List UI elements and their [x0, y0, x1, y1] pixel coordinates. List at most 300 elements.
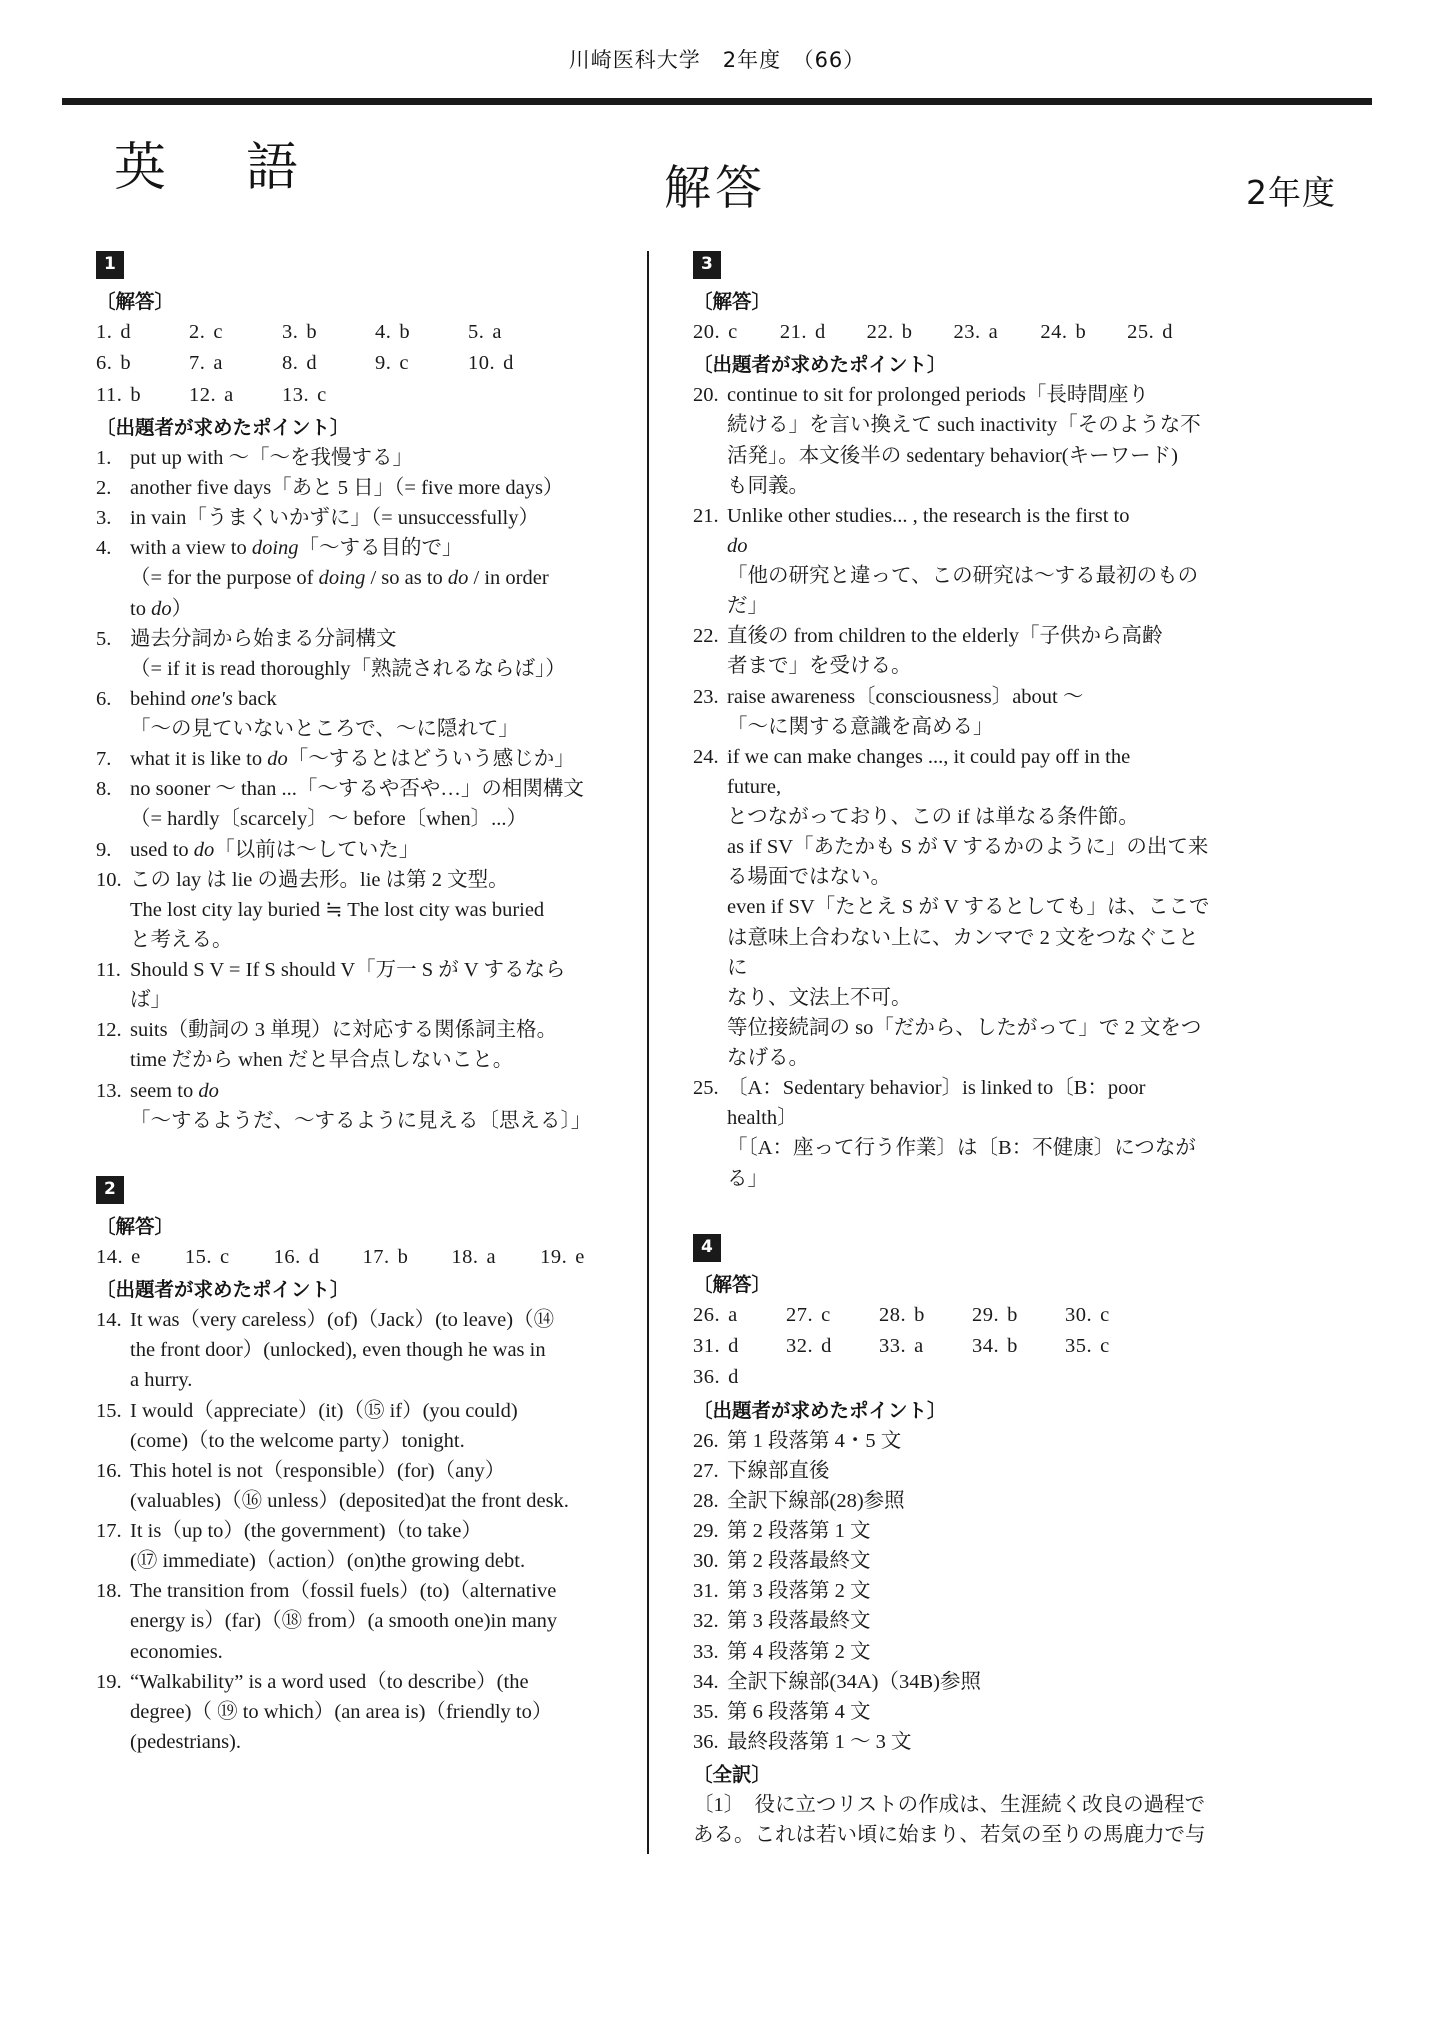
- answer-cell: [1065, 1300, 1158, 1330]
- answer-value: a: [213, 352, 223, 375]
- section-badge-3: 3: [693, 251, 721, 279]
- translation-header: 〔全訳〕: [693, 1763, 772, 1787]
- answer-row: [693, 317, 1214, 347]
- point-text-part: （= for the purpose of: [130, 567, 319, 590]
- answer-value: e: [131, 1245, 141, 1268]
- answer-cell: [282, 317, 375, 347]
- point-text-part: / in order: [468, 567, 549, 590]
- point-continuation: health〕: [727, 1107, 798, 1130]
- point-text: This hotel is not（responsible）(for)（any）: [130, 1459, 506, 1482]
- point-number: 27.: [693, 1459, 719, 1482]
- point-text: suits（動詞の 3 単現）に対応する関係詞主格。: [130, 1019, 558, 1042]
- section-1: [96, 251, 629, 1136]
- point-number: 5.: [96, 627, 112, 650]
- answer-number: 16.: [273, 1245, 301, 1268]
- answer-value: b: [130, 383, 141, 406]
- answer-number: 11.: [96, 383, 123, 406]
- point-continuation: 「〜に関する意識を高める」: [727, 715, 994, 738]
- point-continuation: なげる。: [727, 1047, 809, 1070]
- point-item: [96, 533, 629, 563]
- point-continuation: (⑰ immediate)（action）(on)the growing debt.: [130, 1550, 526, 1573]
- section-badge-1: 1: [96, 251, 124, 279]
- point-text: It was（very careless）(of)（Jack）(to leave)（⑭: [130, 1309, 555, 1332]
- answer-value: d: [306, 352, 317, 375]
- answer-cell: [96, 380, 189, 410]
- point-number: 13.: [96, 1079, 122, 1102]
- answer-number: 18.: [451, 1245, 479, 1268]
- point-number: 3.: [96, 507, 112, 530]
- section-2: [96, 1176, 629, 1757]
- point-continuation: なり、文法上不可。: [727, 986, 912, 1009]
- point-number: 11.: [96, 959, 121, 982]
- point-item: [693, 1576, 1214, 1606]
- point-item: [96, 1576, 629, 1606]
- point-number: 4.: [96, 537, 112, 560]
- answer-value: b: [1007, 1335, 1018, 1358]
- answer-number: 3.: [282, 321, 299, 343]
- answer-value: b: [397, 1245, 408, 1268]
- point-continuation: (come)（to the welcome party）tonight.: [130, 1429, 465, 1452]
- point-continuation: future,: [727, 775, 782, 798]
- point-text: “Walkability” is a word used（to describe）(the: [130, 1670, 529, 1693]
- point-number: 16.: [96, 1459, 122, 1482]
- answer-value: d: [503, 352, 514, 375]
- point-text: 第 2 段落第 1 文: [727, 1520, 871, 1543]
- answer-value: d: [1162, 321, 1173, 343]
- answer-number: 27.: [786, 1303, 814, 1326]
- point-item: [96, 1667, 629, 1697]
- answer-value: a: [492, 321, 502, 343]
- point-item: [693, 1426, 1214, 1456]
- answers-header-1: 〔解答〕: [96, 290, 175, 313]
- point-continuation: も同義。: [727, 474, 809, 497]
- answer-value: e: [575, 1245, 585, 1268]
- answer-value: b: [914, 1303, 925, 1326]
- point-item: [693, 1637, 1214, 1667]
- point-text-part: with a view to: [130, 537, 252, 560]
- answer-cell: [96, 317, 189, 347]
- point-continuation: degree)（ ⑲ to which）(an area is)（friendly to）: [130, 1700, 553, 1723]
- left-column: [62, 251, 647, 1854]
- answer-number: 12.: [189, 383, 217, 406]
- content-columns: [62, 251, 1372, 1854]
- answer-number: 13.: [282, 383, 310, 406]
- point-item: [96, 865, 629, 895]
- point-continuation: as if SV「あたかも S が V するかのように」の出て来: [727, 836, 1209, 859]
- point-number: 1.: [96, 446, 112, 469]
- point-continuation: (valuables)（⑯ unless）(deposited)at the front desk.: [130, 1489, 569, 1512]
- point-continuation: time だから when だと早合点しないこと。: [130, 1049, 514, 1072]
- point-text: [130, 533, 629, 563]
- point-text: 第 6 段落第 4 文: [727, 1700, 871, 1723]
- point-number: 25.: [693, 1077, 719, 1100]
- point-number: 20.: [693, 384, 719, 407]
- point-text: この lay は lie の過去形。lie は第 2 文型。: [130, 868, 509, 891]
- answer-number: 1.: [96, 321, 113, 343]
- point-text: I would（appreciate）(it)（⑮ if）(you could): [130, 1399, 518, 1422]
- answer-cell: [786, 1300, 879, 1330]
- point-item: [96, 835, 629, 865]
- point-item: [96, 1305, 629, 1335]
- answer-value: b: [306, 321, 317, 343]
- point-continuation: 活発」。本文後半の sedentary behavior(キーワード): [727, 444, 1178, 467]
- answer-cell: [189, 380, 282, 410]
- answer-number: 26.: [693, 1303, 721, 1326]
- point-number: 29.: [693, 1520, 719, 1543]
- answer-cell: [1127, 317, 1214, 347]
- point-text: continue to sit for prolonged periods「長時間座り: [727, 384, 1149, 407]
- answer-cell: [879, 1331, 972, 1361]
- point-text: It is（up to）(the government)（to take）: [130, 1520, 482, 1543]
- point-continuation: economies.: [130, 1640, 223, 1663]
- point-continuation: 等位接続詞の so「だから、したがって」で 2 文をつ: [727, 1016, 1202, 1039]
- point-text: if we can make changes ..., it could pay off in the: [727, 745, 1131, 768]
- answer-cell: [1040, 317, 1127, 347]
- point-item: [693, 621, 1214, 651]
- point-text: 下線部直後: [727, 1459, 830, 1482]
- answer-value: d: [814, 321, 826, 343]
- answer-row: [693, 1331, 1214, 1361]
- answer-cell: [282, 348, 375, 378]
- point-text: 全訳下線部(28)参照: [727, 1489, 905, 1512]
- answer-number: 22.: [866, 321, 894, 343]
- answer-cell: [282, 380, 375, 410]
- point-item: [96, 473, 629, 503]
- answer-cell: [786, 1331, 879, 1361]
- answer-number: 32.: [786, 1335, 814, 1358]
- point-continuation: 「他の研究と違って、この研究は〜する最初のものだ」: [727, 565, 1199, 618]
- point-text-part: 「〜するとはどういう感じか」: [287, 748, 575, 771]
- point-number: 10.: [96, 868, 122, 891]
- answer-cell: [693, 317, 780, 347]
- point-text-part: what it is like to: [130, 748, 268, 771]
- point-item: [693, 1546, 1214, 1576]
- year-label: 2年度: [1246, 173, 1336, 212]
- points-header-3: 〔出題者が求めたポイント〕: [693, 353, 947, 377]
- answer-cell: [189, 317, 282, 347]
- point-continuation: る場面ではない。: [727, 866, 891, 889]
- answer-value: a: [988, 321, 998, 343]
- point-number: 9.: [96, 838, 112, 861]
- point-text: no sooner 〜 than ...「〜するや否や…」の相関構文: [130, 778, 584, 801]
- point-text: Unlike other studies... , the research is the first to: [727, 504, 1130, 527]
- point-item: [96, 1076, 629, 1106]
- point-text-italic: doing: [318, 567, 366, 590]
- answer-cell: [693, 1300, 786, 1330]
- point-number: 19.: [96, 1670, 122, 1693]
- point-number: 33.: [693, 1640, 719, 1663]
- answer-value: c: [317, 383, 327, 406]
- answer-row: [96, 348, 629, 378]
- point-text: 直後の from children to the elderly「子供から高齢: [727, 625, 1163, 648]
- point-text-part: / so as to: [365, 567, 448, 590]
- point-text-part: back: [232, 687, 277, 710]
- answer-number: 8.: [282, 352, 299, 375]
- answer-number: 5.: [468, 321, 485, 343]
- point-item: [693, 380, 1214, 410]
- point-continuation: 者まで」を受ける。: [727, 655, 912, 678]
- answer-cell: [972, 1300, 1065, 1330]
- point-number: 36.: [693, 1730, 719, 1753]
- point-item: [693, 1073, 1214, 1103]
- answer-cell: [867, 317, 954, 347]
- answer-number: 17.: [362, 1245, 390, 1268]
- point-text: 最終段落第 1 〜 3 文: [727, 1730, 912, 1753]
- point-item: [693, 1516, 1214, 1546]
- answer-value: b: [1007, 1303, 1018, 1326]
- point-number: 31.: [693, 1580, 719, 1603]
- answer-number: 21.: [779, 321, 807, 343]
- answer-row: [96, 380, 629, 410]
- point-continuation: [96, 563, 629, 593]
- answer-cell: [693, 1331, 786, 1361]
- point-continuation: [96, 594, 629, 624]
- point-number: 24.: [693, 745, 719, 768]
- point-item: [96, 955, 629, 985]
- point-text: put up with 〜「〜を我慢する」: [130, 446, 414, 469]
- point-text: another five days「あと 5 日」（= five more days）: [130, 477, 564, 500]
- answers-heading: 解答: [663, 161, 766, 216]
- answer-value: c: [219, 1245, 230, 1268]
- answer-value: b: [399, 321, 410, 343]
- point-item: [693, 682, 1214, 712]
- point-text-italic: do: [151, 597, 172, 620]
- point-number: 28.: [693, 1489, 719, 1512]
- point-number: 35.: [693, 1700, 719, 1723]
- answer-value: a: [728, 1303, 738, 1326]
- point-number: 17.: [96, 1520, 122, 1543]
- points-header-4: 〔出題者が求めたポイント〕: [693, 1398, 947, 1422]
- answer-value: d: [728, 1366, 739, 1389]
- answer-number: 4.: [375, 321, 392, 343]
- point-number: 34.: [693, 1670, 719, 1693]
- point-item: [96, 443, 629, 473]
- point-continuation: 「〔A：座って行う作業〕は〔B：不健康〕につながる」: [727, 1137, 1196, 1190]
- answer-cell: [96, 348, 189, 378]
- point-continuation: even if SV「たとえ S が V するとしても」は、ここで: [727, 896, 1210, 919]
- answer-number: 33.: [879, 1335, 907, 1358]
- answer-value: d: [120, 321, 131, 343]
- answer-value: a: [914, 1335, 924, 1358]
- point-item: [96, 684, 629, 714]
- point-item: [96, 744, 629, 774]
- answer-number: 2.: [189, 321, 206, 343]
- answer-cell: [540, 1242, 629, 1272]
- point-number: 15.: [96, 1399, 122, 1422]
- point-item: [96, 624, 629, 654]
- point-item: [96, 774, 629, 804]
- point-text: 第 3 段落最終文: [727, 1610, 871, 1633]
- answer-number: 20.: [693, 321, 721, 343]
- point-continuation: 「〜の見ていないところで、〜に隠れて」: [130, 718, 519, 741]
- point-text: [130, 1076, 629, 1106]
- answer-number: 15.: [184, 1245, 212, 1268]
- point-text-part: behind: [130, 687, 191, 710]
- running-head: 川崎医科大学 2年度 （66）: [568, 48, 866, 72]
- point-text: [130, 744, 629, 774]
- answer-value: c: [213, 321, 223, 343]
- point-item: [693, 1606, 1214, 1636]
- answer-cell: [468, 317, 561, 347]
- point-item: [96, 1516, 629, 1546]
- point-continuation: （= if it is read thoroughly「熟読されるならば」）: [130, 657, 566, 680]
- answers-header-4: 〔解答〕: [693, 1272, 772, 1296]
- answer-cell: [1065, 1331, 1158, 1361]
- point-text: The transition from（fossil fuels）(to)（alternative: [130, 1580, 557, 1603]
- point-item: [96, 503, 629, 533]
- point-text-italic: do: [198, 1079, 219, 1102]
- point-text: 第 2 段落最終文: [727, 1550, 871, 1573]
- answer-number: 23.: [953, 321, 981, 343]
- point-text: [130, 835, 629, 865]
- point-text: raise awareness〔consciousness〕about 〜: [727, 685, 1084, 708]
- answer-row: [693, 1362, 1214, 1392]
- point-item: [693, 1667, 1214, 1697]
- point-item: [693, 742, 1214, 772]
- point-text-italic: do: [267, 748, 288, 771]
- point-number: 2.: [96, 477, 112, 500]
- answer-value: b: [1075, 321, 1086, 343]
- answer-cell: [780, 317, 867, 347]
- point-text: 第 3 段落第 2 文: [727, 1580, 871, 1603]
- answer-number: 29.: [972, 1303, 1000, 1326]
- point-number: 7.: [96, 748, 112, 771]
- translation-line: ある。これは若い頃に始まり、若気の至りの馬鹿力で与: [693, 1824, 1206, 1847]
- point-text-part: used to: [130, 838, 194, 861]
- answer-value: c: [399, 352, 409, 375]
- point-continuation: 「〜するようだ、〜するように見える〔思える〕」: [130, 1109, 592, 1132]
- point-item: [693, 1697, 1214, 1727]
- section-3: [693, 251, 1214, 1194]
- point-item: [693, 1727, 1214, 1757]
- point-text-italic: do: [727, 534, 748, 557]
- point-text: in vain「うまくいかずに」（= unsuccessfully）: [130, 507, 539, 530]
- point-item: [693, 1456, 1214, 1486]
- point-continuation: The lost city lay buried ≒ The lost city was buried: [130, 898, 545, 921]
- answer-value: d: [728, 1335, 739, 1358]
- point-continuation: 続ける」を言い換えて such inactivity「そのような不: [727, 414, 1201, 437]
- point-number: 18.: [96, 1580, 122, 1603]
- point-text: 過去分詞から始まる分詞構文: [130, 627, 397, 650]
- answer-row: [693, 1300, 1214, 1330]
- answer-number: 25.: [1127, 321, 1155, 343]
- answer-number: 36.: [693, 1366, 721, 1389]
- answer-cell: [96, 1242, 185, 1272]
- header-rule: [62, 98, 1372, 105]
- point-continuation: (pedestrians).: [130, 1730, 241, 1753]
- point-number: 26.: [693, 1429, 719, 1452]
- answer-value: c: [728, 321, 738, 343]
- answer-value: c: [1100, 1335, 1110, 1358]
- point-continuation: energy is）(far)（⑱ from）(a smooth one)in many: [130, 1610, 558, 1633]
- answer-number: 7.: [189, 352, 206, 375]
- answer-cell: [375, 348, 468, 378]
- point-continuation: （= hardly〔scarcely〕〜 before〔when〕...）: [130, 808, 527, 831]
- answer-cell: [274, 1242, 363, 1272]
- point-item: [96, 1015, 629, 1045]
- answer-value: b: [120, 352, 131, 375]
- answer-value: b: [901, 321, 913, 343]
- point-number: 30.: [693, 1550, 719, 1573]
- point-number: 32.: [693, 1610, 719, 1633]
- answer-number: 28.: [879, 1303, 907, 1326]
- answer-value: a: [486, 1245, 496, 1268]
- answer-number: 31.: [693, 1335, 721, 1358]
- answer-value: c: [821, 1303, 831, 1326]
- point-text-italic: doing: [251, 537, 299, 560]
- point-number: 8.: [96, 778, 112, 801]
- point-text: 第 1 段落第 4・5 文: [727, 1429, 902, 1452]
- point-text: 第 4 段落第 2 文: [727, 1640, 871, 1663]
- point-text-italic: do: [193, 838, 215, 861]
- answer-cell: [189, 348, 282, 378]
- answer-cell: [451, 1242, 540, 1272]
- masthead: [62, 105, 1372, 245]
- answer-value: d: [821, 1335, 832, 1358]
- answer-cell: [693, 1362, 786, 1392]
- point-number: 21.: [693, 504, 719, 527]
- answer-number: 34.: [972, 1335, 1000, 1358]
- point-number: 22.: [693, 625, 719, 648]
- answer-number: 35.: [1065, 1335, 1093, 1358]
- section-badge-2: 2: [96, 1176, 124, 1204]
- answer-number: 14.: [96, 1245, 124, 1268]
- answer-number: 6.: [96, 352, 113, 375]
- answer-value: d: [308, 1245, 320, 1268]
- point-text-italic: one's: [190, 687, 233, 710]
- point-text-part: ）: [171, 597, 193, 620]
- right-column: [647, 251, 1232, 1854]
- section-badge-4: 4: [693, 1234, 721, 1262]
- answers-header-3: 〔解答〕: [693, 290, 772, 313]
- point-continuation: a hurry.: [130, 1369, 193, 1392]
- answer-number: 30.: [1065, 1303, 1093, 1326]
- answer-cell: [362, 1242, 451, 1272]
- points-header-2: 〔出題者が求めたポイント〕: [96, 1278, 350, 1302]
- answer-cell: [468, 348, 561, 378]
- answer-row: [96, 1242, 629, 1272]
- answer-cell: [972, 1331, 1065, 1361]
- point-number: 12.: [96, 1019, 122, 1042]
- point-text-italic: do: [447, 567, 469, 590]
- answers-header-2: 〔解答〕: [96, 1214, 175, 1238]
- answer-cell: [879, 1300, 972, 1330]
- point-text-part: seem to: [130, 1079, 199, 1102]
- answer-number: 19.: [540, 1245, 568, 1268]
- point-continuation: は意味上合わない上に、カンマで 2 文をつなぐことに: [727, 926, 1199, 979]
- point-item: [693, 501, 1214, 531]
- page-title: 英 語: [114, 138, 313, 198]
- section-4: [693, 1234, 1214, 1851]
- point-number: 6.: [96, 687, 112, 710]
- point-text-part: to: [130, 597, 152, 620]
- point-item: [693, 1486, 1214, 1516]
- point-text: 全訳下線部(34A)（34B)参照: [727, 1670, 981, 1693]
- answer-cell: [375, 317, 468, 347]
- point-text: 〔A：Sedentary behavior〕is linked to〔B：poor: [727, 1077, 1146, 1100]
- point-continuation: と考える。: [130, 928, 233, 951]
- point-item: [96, 1396, 629, 1426]
- answer-number: 10.: [468, 352, 496, 375]
- answer-value: c: [1100, 1303, 1110, 1326]
- point-number: 14.: [96, 1309, 122, 1332]
- answer-number: 24.: [1040, 321, 1068, 343]
- point-continuation: ば」: [130, 989, 171, 1012]
- point-continuation: [693, 531, 1214, 561]
- point-text: Should S V = If S should V「万一 S が V するなら: [130, 959, 566, 982]
- answer-cell: [185, 1242, 274, 1272]
- point-continuation: とつながっており、この if は単なる条件節。: [727, 806, 1139, 829]
